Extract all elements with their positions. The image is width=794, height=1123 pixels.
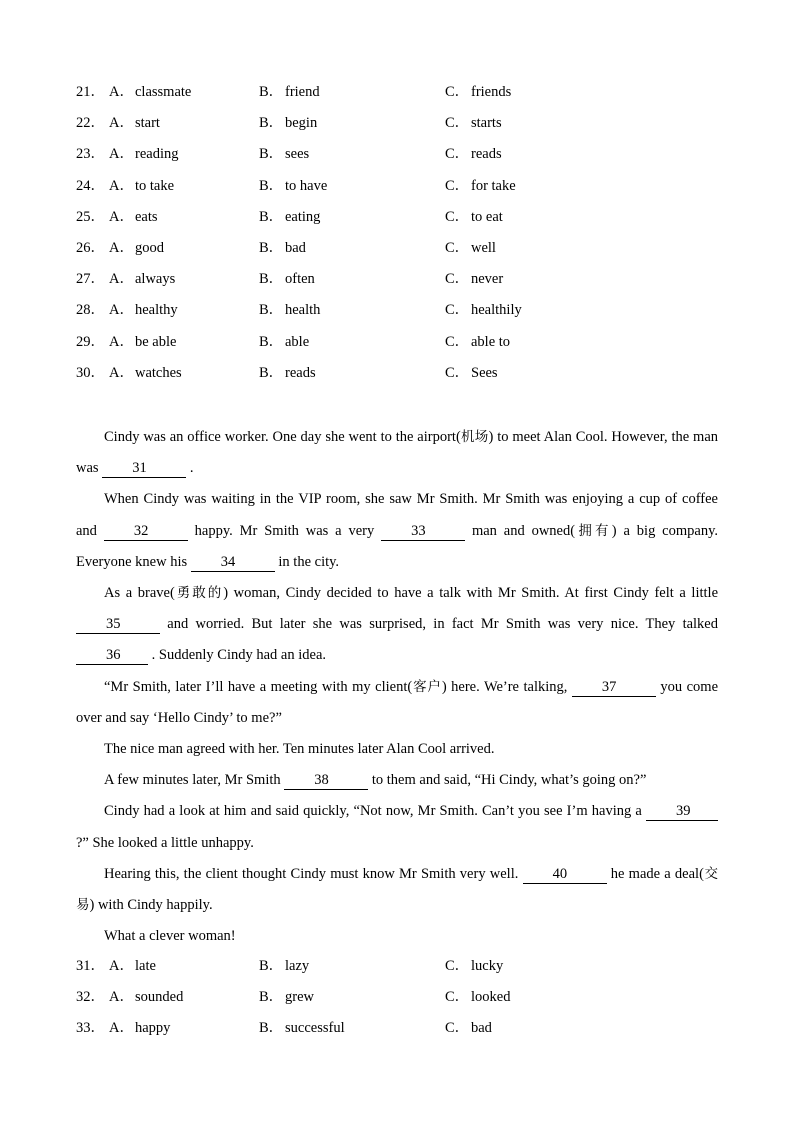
- question-number: 28．: [76, 302, 105, 319]
- question-number: 21．: [76, 84, 105, 100]
- passage-paragraph-3: As a brave(勇敢的) woman, Cindy decided to have a talk with Mr Smith. At first Cindy felt a little 35 and worried. But later she was surprised, in fact Mr Smith was very nice. They talked 36 . Suddenly Cindy had an idea.: [76, 578, 718, 672]
- option-c[interactable]: [445, 238, 496, 258]
- option-letter: A．: [109, 146, 134, 163]
- option-letter: A．: [109, 1020, 134, 1037]
- option-letter: A．: [109, 208, 134, 225]
- option-letter: A．: [109, 84, 134, 100]
- reading-passage: [76, 422, 718, 952]
- option-text: lucky: [471, 958, 504, 974]
- option-text: late: [135, 958, 156, 974]
- option-c[interactable]: [445, 987, 510, 1007]
- option-letter: B．: [259, 240, 284, 256]
- option-text: able to: [471, 333, 511, 350]
- option-text: friend: [285, 84, 320, 100]
- option-text: never: [471, 271, 504, 288]
- option-c[interactable]: [445, 269, 503, 289]
- option-letter: A．: [109, 240, 134, 256]
- option-letter: C．: [445, 115, 470, 132]
- option-b[interactable]: [259, 176, 327, 196]
- option-a[interactable]: [109, 238, 164, 258]
- option-b[interactable]: [259, 363, 316, 383]
- option-text: reading: [135, 146, 179, 163]
- option-text: reads: [285, 364, 316, 381]
- option-letter: A．: [109, 958, 134, 974]
- option-text: to have: [285, 177, 328, 194]
- option-b[interactable]: [259, 956, 309, 976]
- option-c[interactable]: [445, 1018, 492, 1038]
- option-a[interactable]: [109, 207, 158, 227]
- option-b[interactable]: [259, 269, 315, 289]
- option-letter: B．: [259, 208, 284, 225]
- option-a[interactable]: [109, 176, 174, 196]
- option-letter: B．: [259, 1020, 284, 1037]
- option-letter: B．: [259, 364, 284, 381]
- option-b[interactable]: [259, 144, 309, 164]
- question-number: 33．: [76, 1020, 105, 1037]
- option-text: bad: [285, 240, 306, 256]
- option-letter: C．: [445, 240, 470, 256]
- question-number: 25．: [76, 208, 105, 225]
- option-a[interactable]: [109, 82, 191, 102]
- option-text: healthy: [135, 302, 178, 319]
- option-text: successful: [285, 1020, 345, 1037]
- option-text: be able: [135, 333, 177, 350]
- option-letter: C．: [445, 1020, 470, 1037]
- option-a[interactable]: [109, 363, 182, 383]
- option-c[interactable]: [445, 176, 516, 196]
- option-text: friends: [471, 84, 512, 100]
- option-letter: A．: [109, 271, 134, 288]
- option-text: happy: [135, 1020, 171, 1037]
- question-number: 24．: [76, 177, 105, 194]
- question-number: 31．: [76, 958, 105, 974]
- option-b[interactable]: [259, 987, 314, 1007]
- option-letter: B．: [259, 958, 284, 974]
- option-b[interactable]: [259, 300, 320, 320]
- option-b[interactable]: [259, 1018, 345, 1038]
- blank-39[interactable]: 39: [646, 802, 718, 821]
- option-letter: B．: [259, 84, 284, 100]
- option-letter: B．: [259, 271, 284, 288]
- blank-36[interactable]: 36: [76, 646, 148, 665]
- question-number: 22．: [76, 115, 105, 132]
- option-letter: A．: [109, 989, 134, 1006]
- option-text: good: [135, 240, 164, 256]
- option-text: well: [471, 240, 496, 256]
- option-text: healthily: [471, 302, 522, 319]
- option-text: classmate: [135, 84, 192, 100]
- option-letter: A．: [109, 302, 134, 319]
- option-text: begin: [285, 115, 318, 132]
- option-a[interactable]: [109, 113, 160, 133]
- option-letter: A．: [109, 364, 134, 381]
- question-number: 30．: [76, 364, 105, 381]
- option-letter: C．: [445, 364, 470, 381]
- passage-paragraph-8: Hearing this, the client thought Cindy must know Mr Smith very well. 40 he made a deal(交易) with Cindy happily.: [76, 865, 718, 914]
- option-letter: B．: [259, 177, 284, 194]
- passage-paragraph-4: “Mr Smith, later I’ll have a meeting with my client(客户) here. We’re talking, 37 you come over and say ‘Hello Cindy’ to me?”: [76, 678, 719, 726]
- option-a[interactable]: [109, 1018, 170, 1038]
- passage-paragraph-7: Cindy had a look at him and said quickly, “Not now, Mr Smith. Can’t you see I’m having a 39 ?” She looked a little unhappy.: [76, 796, 718, 858]
- option-letter: C．: [445, 989, 470, 1006]
- option-b[interactable]: [259, 332, 309, 352]
- blank-32[interactable]: 32: [104, 522, 188, 541]
- option-letter: B．: [259, 989, 284, 1006]
- option-text: looked: [471, 989, 511, 1006]
- option-c[interactable]: [445, 300, 522, 320]
- option-a[interactable]: [109, 269, 175, 289]
- blank-37[interactable]: 37: [572, 678, 656, 697]
- option-text: eats: [135, 208, 158, 225]
- blank-40[interactable]: 40: [523, 865, 607, 884]
- option-c[interactable]: [445, 82, 511, 102]
- question-number: 32．: [76, 989, 105, 1006]
- option-text: bad: [471, 1020, 492, 1037]
- option-text: to take: [135, 177, 175, 194]
- option-text: lazy: [285, 958, 310, 974]
- option-text: health: [285, 302, 321, 319]
- blank-35[interactable]: 35: [76, 615, 160, 634]
- option-letter: C．: [445, 208, 470, 225]
- option-text: always: [135, 271, 176, 288]
- option-letter: A．: [109, 333, 134, 350]
- option-text: Sees: [471, 364, 498, 381]
- option-a[interactable]: [109, 300, 178, 320]
- option-b[interactable]: [259, 238, 306, 258]
- option-b[interactable]: [259, 82, 320, 102]
- option-text: able: [285, 333, 310, 350]
- question-number: 26．: [76, 240, 105, 256]
- option-text: to eat: [471, 208, 503, 225]
- option-a[interactable]: [109, 332, 176, 352]
- passage-paragraph-2: When Cindy was waiting in the VIP room, she saw Mr Smith. Mr Smith was enjoying a cup of coffee and 32 happy. Mr Smith was a very 33 man and owned(拥有) a big company. Everyone knew his 34 in the city.: [76, 491, 719, 570]
- option-c[interactable]: [445, 363, 498, 383]
- option-text: start: [135, 115, 160, 132]
- option-c[interactable]: [445, 956, 503, 976]
- option-letter: A．: [109, 177, 134, 194]
- option-b[interactable]: [259, 207, 320, 227]
- blank-34[interactable]: 34: [191, 553, 275, 572]
- question-number: 29．: [76, 333, 105, 350]
- option-letter: C．: [445, 958, 470, 974]
- passage-paragraph-6: A few minutes later, Mr Smith 38 to them and said, “Hi Cindy, what’s going on?”: [104, 772, 647, 789]
- option-c[interactable]: [445, 207, 503, 227]
- option-c[interactable]: [445, 332, 510, 352]
- blank-38[interactable]: 38: [284, 771, 368, 790]
- option-text: starts: [471, 115, 502, 132]
- option-text: watches: [135, 364, 182, 381]
- option-text: reads: [471, 146, 502, 163]
- option-letter: B．: [259, 146, 284, 163]
- option-letter: A．: [109, 115, 134, 132]
- option-letter: C．: [445, 84, 470, 100]
- option-letter: B．: [259, 333, 284, 350]
- option-letter: C．: [445, 146, 470, 163]
- option-text: often: [285, 271, 315, 288]
- option-letter: C．: [445, 177, 470, 194]
- option-a[interactable]: [109, 144, 178, 164]
- option-a[interactable]: [109, 956, 156, 976]
- option-a[interactable]: [109, 987, 183, 1007]
- option-text: sees: [285, 146, 310, 163]
- option-text: for take: [471, 177, 516, 194]
- option-c[interactable]: [445, 144, 502, 164]
- blank-31[interactable]: 31: [102, 459, 186, 478]
- option-b[interactable]: [259, 113, 317, 133]
- passage-paragraph-5: The nice man agreed with her. Ten minutes later Alan Cool arrived.: [104, 741, 495, 758]
- option-text: eating: [285, 208, 321, 225]
- option-letter: C．: [445, 271, 470, 288]
- option-letter: C．: [445, 333, 470, 350]
- option-text: sounded: [135, 989, 184, 1006]
- option-text: grew: [285, 989, 314, 1006]
- option-letter: B．: [259, 302, 284, 319]
- blank-33[interactable]: 33: [381, 522, 465, 541]
- passage-paragraph-1: Cindy was an office worker. One day she went to the airport(机场) to meet Alan Cool. However, the man was 31 .: [76, 429, 719, 477]
- question-number: 23．: [76, 146, 105, 163]
- option-c[interactable]: [445, 113, 502, 133]
- option-letter: B．: [259, 115, 284, 132]
- question-number: 27．: [76, 271, 105, 288]
- option-letter: C．: [445, 302, 470, 319]
- passage-paragraph-9: What a clever woman!: [104, 928, 236, 945]
